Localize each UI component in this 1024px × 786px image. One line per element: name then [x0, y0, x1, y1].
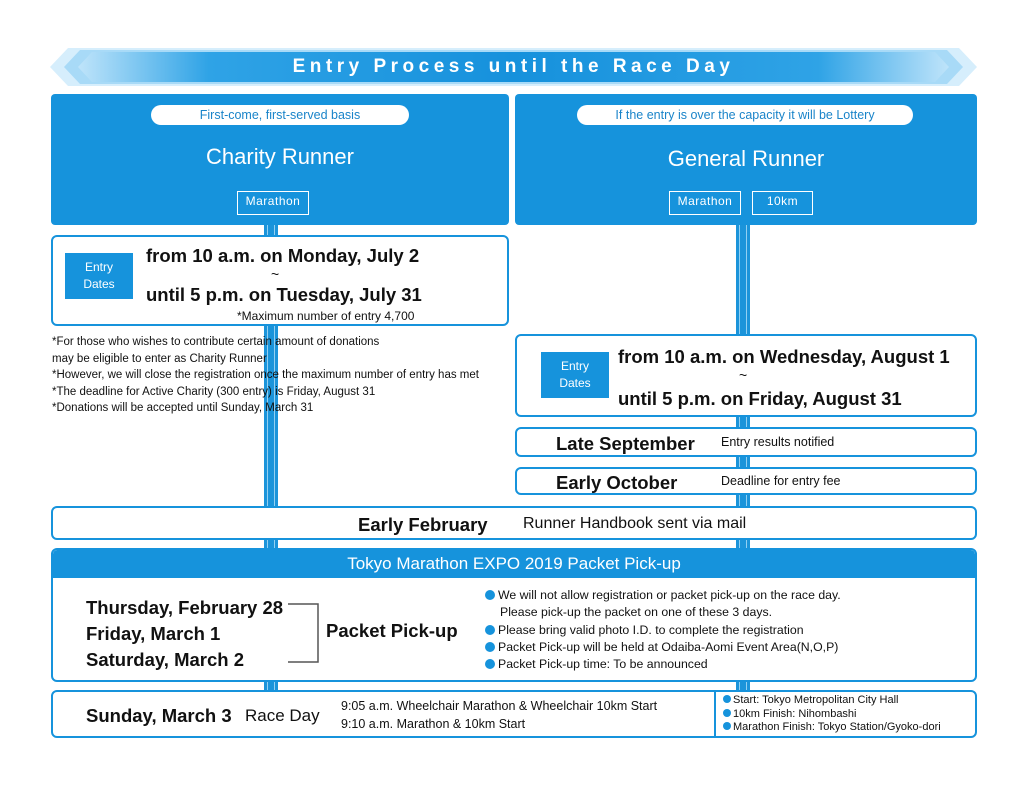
bullet-dot-icon	[723, 709, 731, 717]
expo-date-1: Thursday, February 28	[86, 597, 284, 618]
charity-entry-dates-box	[51, 235, 509, 326]
charity-runner-title: Charity Runner	[206, 144, 354, 169]
race-location	[723, 694, 941, 708]
early-february-box	[51, 506, 977, 540]
expo-bullet-text: Please bring valid photo I.D. to complete the registration	[498, 622, 804, 637]
title-banner	[50, 48, 977, 86]
expo-bullet	[485, 587, 965, 604]
expo-bullet	[485, 604, 965, 621]
banner-title: Entry Process until the Race Day	[292, 56, 735, 77]
charity-entry-badge	[65, 253, 133, 299]
race-location-text: Marathon Finish: Tokyo Station/Gyoko-dori	[733, 721, 941, 733]
general-entry-badge	[541, 352, 609, 398]
charity-note: *The deadline for Active Charity (300 entry) is Friday, August 31	[52, 385, 376, 398]
bullet-dot-icon	[723, 722, 731, 730]
expo-bracket	[288, 602, 320, 664]
expo-bullet-text: We will not allow registration or packet pick-up on the race day.	[498, 588, 841, 602]
bullet-dot-icon	[723, 695, 731, 703]
entry-badge-line2: Dates	[559, 376, 591, 390]
general-runner-box	[515, 94, 977, 225]
expo-date-3: Saturday, March 2	[86, 649, 244, 670]
packet-pickup-label: Packet Pick-up	[326, 620, 458, 641]
charity-notes	[52, 334, 502, 417]
charity-runner-box	[51, 94, 509, 225]
general-until-date: until 5 p.m. on Friday, August 31	[618, 388, 902, 409]
expo-bullet-text: Packet Pick-up will be held at Odaiba-Aomi Event Area(N,O,P)	[498, 639, 839, 654]
charity-note: *However, we will close the registration once the maximum number of entry has met	[52, 369, 479, 382]
race-location-text: 10km Finish: Nihombashi	[733, 707, 857, 720]
race-start-time: 9:10 a.m. Marathon & 10km Start	[341, 717, 526, 731]
general-tag-10km: 10km	[752, 191, 813, 215]
race-start-times	[341, 697, 657, 733]
race-location	[723, 708, 941, 722]
general-pill: If the entry is over the capacity it will be Lottery	[577, 105, 913, 125]
connector-general-top	[736, 224, 750, 336]
general-entry-dates-box	[515, 334, 977, 417]
race-divider	[714, 692, 716, 736]
race-day-date: Sunday, March 3	[86, 705, 232, 726]
general-runner-title: General Runner	[667, 146, 825, 171]
charity-note: *For those who wishes to contribute certain amount of donations	[52, 336, 380, 348]
entry-badge-line1: Entry	[560, 359, 589, 373]
general-tilde: ~	[739, 367, 748, 383]
expo-date-2: Friday, March 1	[86, 623, 221, 644]
entry-badge-line2: Dates	[83, 277, 115, 291]
expo-header: Tokyo Marathon EXPO 2019 Packet Pick-up	[53, 550, 975, 578]
expo-bullet	[485, 639, 965, 656]
expo-bullet	[485, 656, 965, 673]
expo-bullets	[485, 587, 965, 673]
race-locations	[723, 694, 941, 735]
bullet-dot-icon	[485, 625, 495, 635]
late-september-desc: Entry results notified	[721, 435, 835, 449]
expo-bullet-text: Packet Pick-up time: To be announced	[498, 657, 708, 672]
late-september-box	[515, 427, 977, 457]
race-day-label: Race Day	[245, 706, 320, 725]
race-start-time: 9:05 a.m. Wheelchair Marathon & Wheelchair 10km Start	[341, 699, 658, 713]
expo-bullet-text: Please pick-up the packet on one of these 3 days.	[500, 605, 773, 620]
expo-box	[51, 548, 977, 682]
early-february-label: Early February	[358, 514, 488, 535]
charity-max-note: *Maximum number of entry 4,700	[237, 309, 415, 323]
charity-until-date: until 5 p.m. on Tuesday, July 31	[146, 284, 422, 305]
charity-from-date: from 10 a.m. on Monday, July 2	[146, 245, 420, 266]
charity-tag-marathon: Marathon	[237, 191, 309, 215]
race-location-text: Start: Tokyo Metropolitan City Hall	[733, 694, 899, 706]
bullet-dot-icon	[485, 590, 495, 600]
charity-note: may be eligible to enter as Charity Runner	[52, 352, 267, 365]
early-october-box	[515, 467, 977, 495]
late-september-label: Late September	[556, 433, 695, 454]
general-from-date: from 10 a.m. on Wednesday, August 1	[618, 346, 950, 367]
bullet-dot-icon	[485, 642, 495, 652]
race-day-box	[51, 690, 977, 738]
general-tag-marathon: Marathon	[669, 191, 741, 215]
expo-bullet	[485, 622, 965, 639]
early-october-label: Early October	[556, 472, 678, 493]
bullet-dot-icon	[485, 659, 495, 669]
charity-pill: First-come, first-served basis	[151, 105, 409, 125]
race-location	[723, 721, 941, 735]
early-october-desc: Deadline for entry fee	[721, 474, 841, 488]
charity-note: *Donations will be accepted until Sunday, March 31	[52, 402, 314, 415]
charity-tilde: ~	[271, 266, 280, 282]
entry-badge-line1: Entry	[84, 260, 113, 274]
early-february-desc: Runner Handbook sent via mail	[523, 515, 747, 532]
